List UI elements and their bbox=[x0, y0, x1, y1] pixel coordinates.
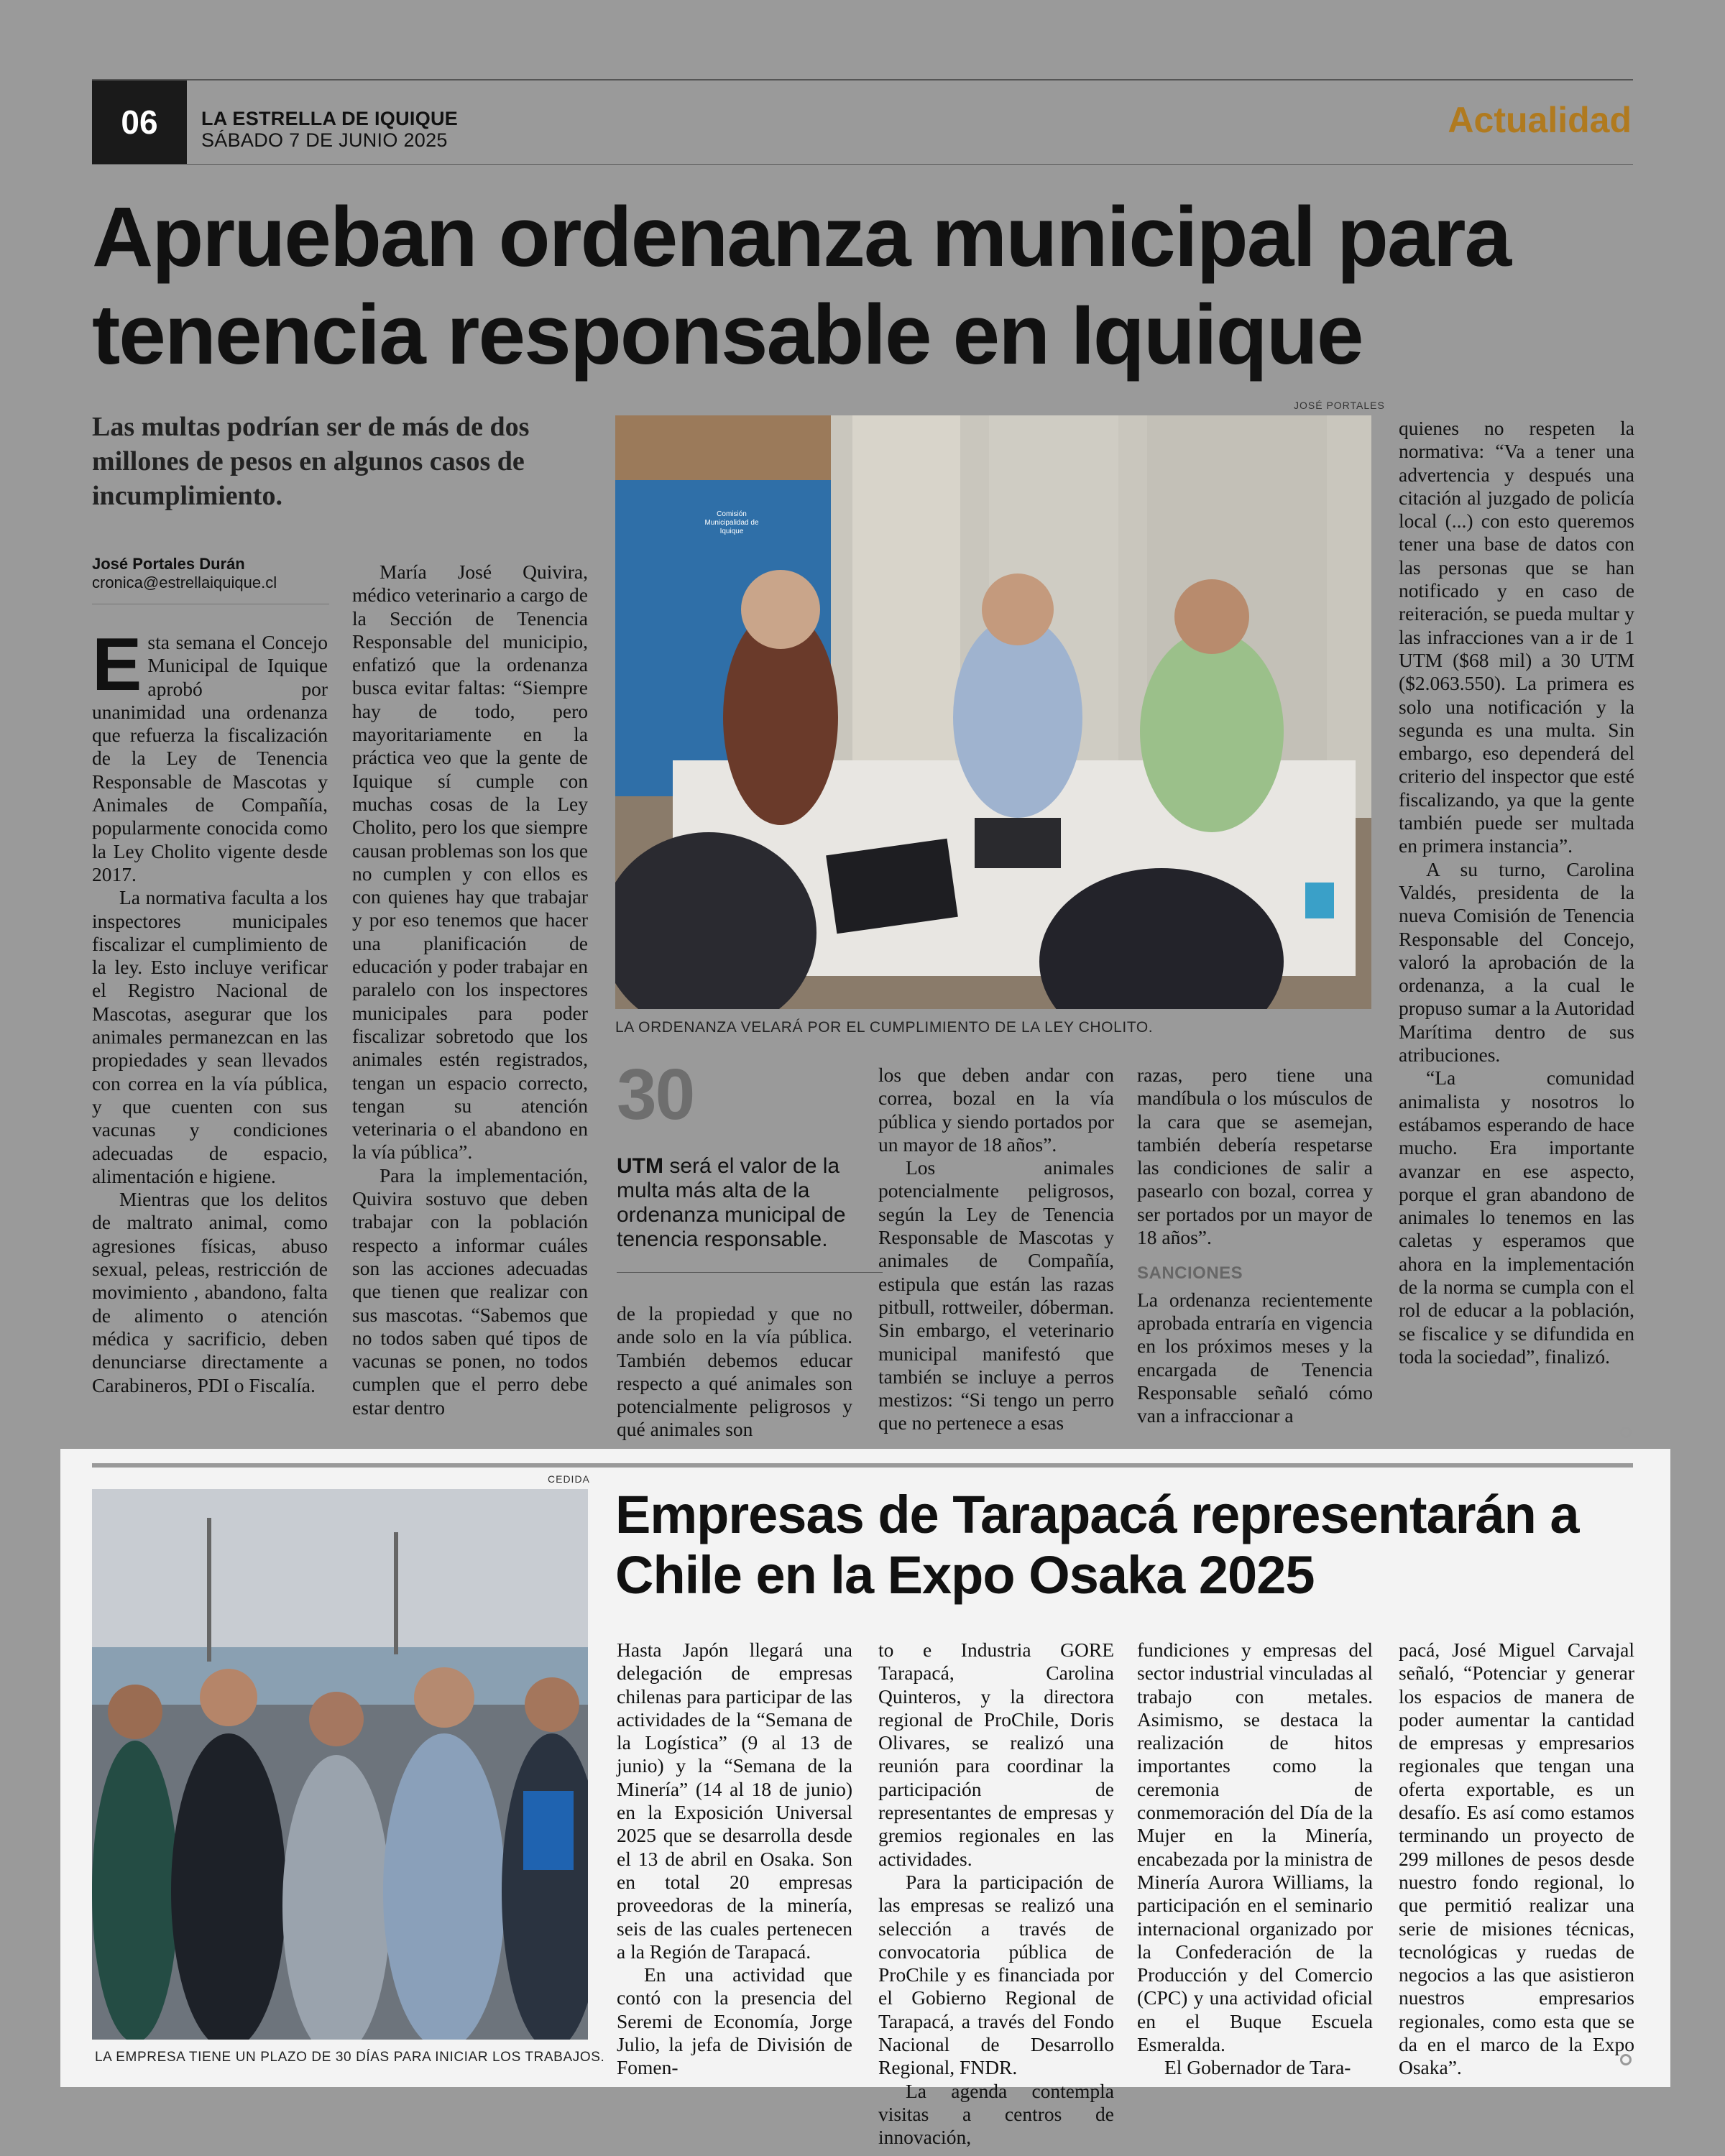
photo2-credit: CEDIDA bbox=[548, 1473, 590, 1485]
meeting-illustration bbox=[615, 415, 1371, 1009]
paragraph: “La comunidad animalista y nosotros lo estábamos esperando de hace mucho. Era importante avanzar en ese aspecto, porque el gran abandono de animales lo tenemos en las caletas y esperamos que ahora en la implementación de la norma se cumpla con el rol de educar a la población, se fiscalice y se difundida en toda la sociedad”, finalizó. bbox=[1399, 1067, 1634, 1368]
article2-column-3 bbox=[1137, 1639, 1373, 2080]
header-top-rule bbox=[92, 79, 1633, 80]
paragraph: Los animales potencialmente peligrosos, según la Ley de Tenencia Responsable de Mascotas y animales de Compañía, estipula que están las razas pitbull, rottweiler, dóberman. Sin embargo, el veterinario municipal manifestó que también se incluye a perros mestizos: “Si tengo un perro que no pertenece a esas bbox=[878, 1156, 1114, 1434]
group-photo bbox=[92, 1489, 588, 2040]
article1-email: cronica@estrellaiquique.cl bbox=[92, 573, 277, 591]
paragraph: La agenda contempla visitas a centros de innovación, bbox=[878, 2079, 1114, 2149]
article2-column-4 bbox=[1399, 1639, 1634, 2080]
publication-name: LA ESTRELLA DE IQUIQUE bbox=[201, 108, 459, 129]
photo2-caption: LA EMPRESA TIENE UN PLAZO DE 30 DÍAS PARA INICIAR LOS TRABAJOS. bbox=[95, 2050, 605, 2065]
paragraph: Para la participación de las empresas se realizó una selección a través de convocatoria pública de ProChile y es financiada por el Gobierno Regional de Tarapacá, a través del Fondo Nacional de Desarrollo Regional, FNDR. bbox=[878, 1870, 1114, 2079]
paragraph: quienes no respeten la normativa: “Va a tener una advertencia y después una citación al juzgado de policía local (...) con esto queremos tener una base de datos con las personas que se han notificado y en caso de reiteración, se pueda multar y las infracciones van a ir de 1 UTM ($68 mil) a 30 UTM ($2.063.550). La primera es solo una notificación y la segunda es una multa. Sin embargo, eso dependerá del criterio del inspector que esté fiscalizando, ya que la gente también puede ser multada en primera instancia”. bbox=[1399, 417, 1634, 857]
photo-caption: LA ORDENANZA VELARÁ POR EL CUMPLIMIENTO DE LA LEY CHOLITO. bbox=[615, 1019, 1154, 1036]
paragraph: Mientras que los delitos de maltrato animal, como agresiones físicas, abuso sexual, peleas, restricción de movimiento , abandono, falta de alimento o atención médica y sacrificio, deben denunciarse directamente a Carabineros, PDI o Fiscalía. bbox=[92, 1188, 328, 1396]
article1-column-1 bbox=[92, 623, 328, 1397]
callout-number: 30 bbox=[617, 1054, 694, 1135]
article1-author: José Portales Durán bbox=[92, 555, 245, 573]
article1-deck: Las multas podrían ser de más de dos millones de pesos en algunos casos de incumplimiento. bbox=[92, 412, 530, 511]
article2-column-2 bbox=[878, 1639, 1114, 2150]
paragraph: sta semana el Concejo Municipal de Iquique aprobó por unanimidad una ordenanza que refuerza la fiscalización de la Ley de Tenencia Responsable de Mascotas y Animales de Compañía, popularmente conocida como la Ley Cholito vigente desde 2017. bbox=[92, 631, 328, 885]
article2-headline: Empresas de Tarapacá representarán a Chile en la Expo Osaka 2025 bbox=[615, 1485, 1579, 1605]
photo-credit: JOSÉ PORTALES bbox=[1294, 400, 1385, 411]
article1-column-3 bbox=[617, 1302, 852, 1442]
paragraph: Hasta Japón llegará una delegación de empresas chilenas para participar de las actividades de la “Semana de la Logística” (9 al 13 de junio) y la “Semana de la Minería” (14 al 18 de junio) en la Exposición Universal 2025 que se desarrolla desde el 13 de abril en Osaka. Son en total 20 empresas proveedoras de la minería, seis de las cuales pertenecen a la Región de Tarapacá. bbox=[617, 1639, 852, 1963]
paragraph: La normativa faculta a los inspectores municipales fiscalizar el cumplimiento de la ley. Esto incluye verificar el Registro Nacional de Mascotas, asegurar que los animales permanezcan en las propiedades y sean llevados con correa en la vía pública, y que cuenten con sus vacunas y condiciones adecuadas de espacio, alimentación e higiene. bbox=[92, 886, 328, 1187]
paragraph: El Gobernador de Tara- bbox=[1164, 2056, 1351, 2079]
callout-body: será el valor de la multa más alta de la ordenanza municipal de tenencia responsable. bbox=[617, 1154, 846, 1251]
article1-headline: Aprueban ordenanza municipal para tenencia responsable en Iquique bbox=[92, 190, 1511, 382]
end-mark-icon bbox=[1620, 1427, 1632, 1438]
paragraph: Para la implementación, Quivira sostuvo que deben trabajar con la población respecto a informar cuáles son las acciones adecuadas que tienen que realizar con sus mascotas. “Sabemos que no todos saben qué tipos de vacunas se ponen, no todos cumplen que el perro debe estar dentro bbox=[352, 1164, 588, 1419]
paragraph: A su turno, Carolina Valdés, presidenta de la nueva Comisión de Tenencia Responsable del Concejo, valoró la aprobación de la ordenanza, a la cual le propuso sumar a la Autoridad Marítima dentro de sus atribuciones. bbox=[1399, 857, 1634, 1067]
paragraph: La ordenanza recientemente aprobada entraría en vigencia en los próximos meses y la encargada de Tenencia Responsable señaló cómo van a infraccionar a bbox=[1137, 1288, 1373, 1427]
paragraph: razas, pero tiene una mandíbula o los músculos de la cara que se asemejan, también debería respetarse las condiciones de salir a pasearlo con bozal, correa y ser portados por un mayor de 18 años”. bbox=[1137, 1064, 1373, 1249]
callout-rule bbox=[617, 1272, 883, 1273]
article1-column-2 bbox=[352, 561, 588, 1419]
paragraph: María José Quivira, médico veterinario a cargo de la Sección de Tenencia Responsable del municipio, enfatizó que la ordenanza busca evitar faltas: “Siempre hay de todo, pero mayoritariamente en la práctica veo que la gente de Iquique sí cumple con muchas cosas de la Ley Cholito, pero los que siempre causan problemas son los que no cumplen y con ellos es con quienes hay que trabajar y por eso tenemos que hacer una planificación de educación y poder trabajar en paralelo con los inspectores municipales para poder fiscalizar sobretodo que los animales estén registrados, tengan un espacio correcto, tengan su atención veterinaria o el abandono en la vía pública”. bbox=[352, 561, 588, 1164]
callout-text bbox=[617, 1154, 875, 1252]
paragraph: de la propiedad y que no ande solo en la vía pública. También debemos educar respecto a qué animales son potencialmente peligrosos y qué animales son bbox=[617, 1302, 852, 1441]
paragraph: En una actividad que contó con la presencia del Seremi de Economía, Jorge Julio, la jefa de División de Fomen- bbox=[617, 1963, 852, 2079]
article1-column-5 bbox=[1137, 1064, 1373, 1427]
paragraph: to e Industria GORE Tarapacá, Carolina Quinteros, y la directora regional de ProChile, Doris Olivares, se realizó una reunión para coordinar la participación de representantes de empresas y gremios regionales en las actividades. bbox=[878, 1639, 1114, 1870]
article2-column-1 bbox=[617, 1639, 852, 2080]
paragraph: los que deben andar con correa, bozal en la vía pública y siendo portados por un mayor de 18 años”. bbox=[878, 1064, 1114, 1156]
drop-cap: E bbox=[92, 623, 142, 706]
section-label: Actualidad bbox=[1448, 100, 1632, 140]
callout-bold: UTM bbox=[617, 1154, 663, 1178]
header-bottom-rule bbox=[92, 164, 1633, 165]
meeting-photo bbox=[615, 415, 1371, 1009]
article1-column-6 bbox=[1399, 417, 1634, 1368]
publication-date: SÁBADO 7 DE JUNIO 2025 bbox=[201, 129, 448, 151]
group-illustration bbox=[92, 1489, 588, 2040]
paragraph: pacá, José Miguel Carvajal señaló, “Potenciar y generar los espacios de manera de poder aumentar la cantidad de empresas y empresarios regionales que tengan una oferta exportable, es un desafío. Es así como estamos terminando un proyecto de 299 millones de pesos desde nuestro fondo regional, lo que permitió realizar una serie de misiones técnicas, tecnológicas y ruedas de negocios a las que asistieron nuestros empresarios regionales, como esta que se da en el marco de la Expo Osaka”. bbox=[1399, 1639, 1634, 2079]
paragraph: fundiciones y empresas del sector industrial vinculadas al trabajo con metales. Asimismo, se destaca la realización de hitos importantes como la ceremonia de conmemoración del Día de la Mujer en la Minería, encabezada por la ministra de Minería Aurora Williams, la participación en el seminario internacional organizado por la Confederación de la Producción y del Comercio (CPC) y una actividad oficial en el Buque Escuela Esmeralda. bbox=[1137, 1639, 1373, 2056]
meeting-banner-text: Comisión Municipalidad de Iquique bbox=[704, 510, 759, 535]
page-number: 06 bbox=[92, 80, 187, 164]
article1-column-4 bbox=[878, 1064, 1114, 1435]
article2-top-rule bbox=[92, 1463, 1633, 1468]
end-mark-icon bbox=[1620, 2054, 1632, 2065]
sanciones-subhead: SANCIONES bbox=[1137, 1263, 1243, 1284]
